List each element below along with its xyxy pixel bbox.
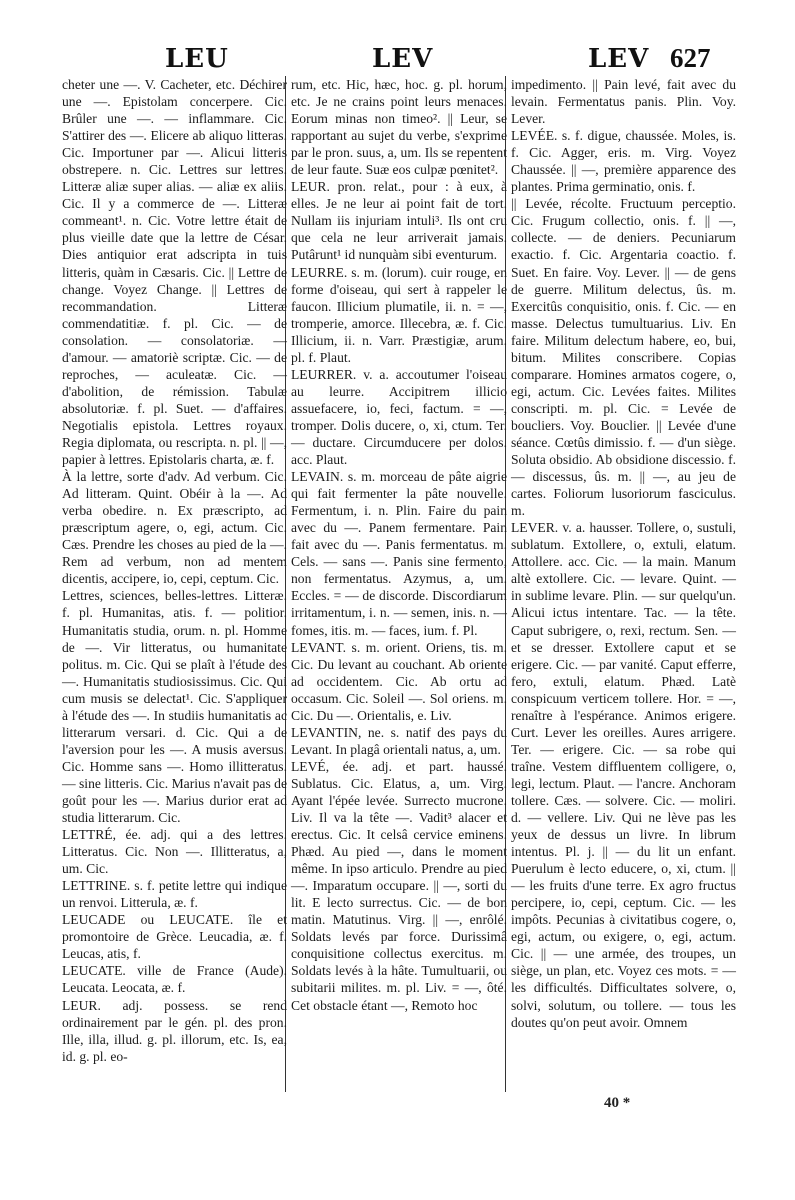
page-number: 627 — [670, 43, 711, 73]
dictionary-entry: LEURRE. s. m. (lorum). cuir rouge, en forme d'oiseau, qui sert à rappeler le faucon. Illicium plumatile, ii. n. = —, tromperie, amorce. Illecebra, æ. f. Cic. Illicium, ii. n. Varr. Præstigiæ, arum. pl. f. Plaut. — [291, 264, 507, 365]
dictionary-entry: impedimento. || Pain levé, fait avec du levain. Fermentatus panis. Plin. Voy. Lever. — [511, 77, 736, 127]
dictionary-entry: LEUCADE ou LEUCATE. île et promontoire de Grèce. Leucadia, æ. f. Leucas, atis, f. — [62, 912, 287, 962]
dictionary-entry: cheter une —. V. Cacheter, etc. Déchirer une —. Epistolam concerpere. Cic. Brûler une —. — inflammare. Cic. S'attirer des —. Elicere ab aliquo litteras. Cic. Importuner par —. Alicui litteris obstrepere. n. Cic. Lettres sur lettres. Litteræ aliæ super alias. — aliæ ex aliis. Cic. Il y a commerce de —. Litteræ commeant¹. n. Cic. Votre lettre était de plus vieille date que la lettre de César. Dies antiquior erat adscripta in tuis litteris, quàm in Cæsaris. Cic. || Lettre de change. Voyez Change. || Lettres de recommandation. Litteræ commendatitiæ. f. pl. Cic. — de consolation. — consolatoriæ. — d'amour. — amatoriè scriptæ. Cic. — de reproches, — aculeatæ. Cic. — d'abolition, de rémission. Tabulæ absolutoriæ. f. pl. Suet. — d'affaires. Negotialis epistola. Lettres royaux. Regia diplomata, ou rescripta. n. pl. || —, papier à lettres. Epistolaris charta, æ. f. — [62, 77, 287, 468]
column-1 — [62, 76, 287, 1065]
dictionary-entry: LETTRÉ, ée. adj. qui a des lettres. Litteratus. Cic. Non —. Illitteratus, a, um. Cic. — [62, 827, 287, 877]
dictionary-entry: LEVANT. s. m. orient. Oriens, tis. m. Cic. Du levant au couchant. Ab oriente ad occidentem. Cic. Ab ortu ad occasum. Cic. Soleil —. Sol oriens. m. Cic. Du —. Orientalis, e. Liv. — [291, 639, 507, 723]
column-2 — [291, 76, 507, 1014]
dictionary-entry: À la lettre, sorte d'adv. Ad verbum. Cic. Ad litteram. Quint. Obéir à la —. Ad verba obedire. n. Ex præscripto, ad præscriptum agere, o, egi, actum. Cic. Cæs. Prendre les choses au pied de la —. Rem ad verbum, non ad mentem dicentis, accipere, io, cepi, ceptum. Cic. — [62, 469, 287, 587]
dictionary-entry: LEUR. pron. relat., pour : à eux, à elles. Je ne leur ai point fait de tort. Nullam iis injuriam intuli³. Ils ont cru que cela ne leur arriverait jamais. Putârunt¹ id nunquàm sibi eventurum. — [291, 179, 507, 263]
dictionary-entry: || Levée, récolte. Fructuum perceptio. Cic. Frugum collectio, onis. f. || —, collecte. — de deniers. Pecuniarum exactio. f. Cic. Argentaria coactio. f. Suet. En faire. Voy. Lever. || — de gens de guerre. Militum delectus, ûs. m. Exercitûs conquisitio, onis. f. Cic. — en masse. Delectus tumultuarius. Liv. En faire. Militum delectum habere, eo, bui, bitum. Milites conscribere. Copias comparare. Homines armatos cogere, o, egi, actum. Cic. Levées faites. Milites conscripti. m. pl. Cic. = Levée de boucliers. Voy. Bouclier. || Levée d'une séance. Cœtûs dimissio. f. — d'un siège. Soluta obsidio. Ab obsidione discessio. f. — discessus, ûs. m. || —, au jeu de cartes. Foliorum lusoriorum fasciculus. m. — [511, 196, 736, 519]
column-3 — [511, 76, 736, 1031]
dictionary-entry: LEUCATE. ville de France (Aude). Leucata. Leocata, æ. f. — [62, 963, 287, 996]
dictionary-entry: rum, etc. Hic, hæc, hoc. g. pl. horum, etc. Je ne crains point leurs menaces. Eorum minas non timeo². || Leur, se rapportant au sujet du verbe, s'exprime par le pron. suus, a, um. Ils se repentent de leur faute. Suæ eos culpæ pœnitet². — [291, 77, 507, 178]
dictionary-entry: LETTRINE. s. f. petite lettre qui indique un renvoi. Litterula, æ. f. — [62, 878, 287, 911]
dictionary-entry: LEVER. v. a. hausser. Tollere, o, sustuli, sublatum. Extollere, o, extuli, elatum. Attollere. acc. Cic. — la main. Manum altè extollere. Cic. — levare. Quint. — in sublime levare. Plin. — sur quelqu'un. Alicui ictus intentare. Tac. — la tête. Caput subrigere, o, rexi, rectum. Sen. — et se dresser. Extollere caput et se erigere. Cic. — par vanité. Caput efferre, fero, extuli, elatum. Phæd. Latè conspicuum verticem tollere. Hor. = —, renaître à l'espérance. Animos erigere. Curt. Lever les oreilles. Aures arrigere. Ter. — erigere. Cic. — sa robe qui traîne. Vestem diffluentem colligere, o, legi, lectum. Plaut. — l'ancre. Anchoram tollere. Cæs. — solvere. Cic. — moliri. d. — vellere. Liv. Qui ne lève pas les yeux de dessus un livre. In librum intentus. Pl. j. || — du lit un enfant. Puerulum è lecto educere, o, xi, ctum. || — les fruits d'une terre. Ex agro fructus percipere, io, cepi, ceptum. Cic. — les impôts. Pecunias à civitatibus cogere, o, egi, actum, ou exigere, o, egi, actum. Cic. || — une armée, des troupes, un siège, un plan, etc. Voyez ces mots. = — les difficultés. Difficultates solvere, o, solvi, solutum, ou tollere. — tous les doutes qu'on peut avoir. Omnem — [511, 520, 736, 1030]
header-right-guideword: LEV — [588, 44, 650, 74]
dictionary-entry: LEURRER. v. a. accoutumer l'oiseau au leurre. Accipitrem illicio assuefacere, io, feci, factum. = —, tromper. Dolis ducere, o, xi, ctum. Ter. — ductare. Circumducere per dolos. acc. Plaut. — [291, 366, 507, 468]
signature-mark: 40 * — [604, 1095, 631, 1111]
dictionary-entry: Lettres, sciences, belles-lettres. Litteræ. f. pl. Humanitas, atis. f. — politior. Humanitatis studia, orum. n. pl. Homme de —. Vir litteratus, ou humanitate politus. m. Cic. Qui se plaît à l'étude des —. Humanitatis studiosissimus. Cic. Qui cum musis se delectat¹. Cic. S'appliquer à l'étude des —. In studiis humanitatis ac litterarum versari. d. Cic. Qui a de l'aversion pour les —. A musis aversus. Cic. Homme sans —. Homo illitteratus. — sine litteris. Cic. Marius n'avait pas de goût pour les —. Marius durior erat ad studia litterarum. Cic. — [62, 588, 287, 826]
header-left-guideword: LEU — [165, 44, 229, 74]
header-center-guideword: LEV — [372, 44, 434, 74]
running-head — [0, 34, 795, 80]
dictionary-entry: LEVÉ, ée. adj. et part. haussé. Sublatus. Cic. Elatus, a, um. Virg. Ayant l'épée levée. Surrecto mucrone. Liv. Il va la tête —. Vadit³ alacer et erectus. Cic. It celsâ cervice eminens. Phæd. Au pied —, dans le moment même. In ipso articulo. Prendre au pied —. Imparatum occupare. || —, sorti du lit. E lecto surrectus. Cic. — de bon matin. Matutinus. Virg. || —, enrôlé. Soldats levés par force. Durissimâ conquisitione collectus exercitus. m. Soldats levés à la hâte. Tumultuarii, ou subitarii milites. m. pl. Liv. = —, ôté. Cet obstacle étant —, Remoto hoc — [291, 758, 507, 1013]
dictionary-entry: LEVÉE. s. f. digue, chaussée. Moles, is. f. Cic. Agger, eris. m. Virg. Voyez Chaussée. || —, première apparence des plantes. Prima germinatio, onis. f. — [511, 128, 736, 195]
dictionary-entry: LEUR. adj. possess. se rend ordinairement par le gén. pl. des pron. Ille, illa, illud. g. pl. illorum, etc. Is, ea, id. g. pl. eo- — [62, 997, 287, 1064]
dictionary-entry: LEVAIN. s. m. morceau de pâte aigrie qui fait fermenter la pâte nouvelle. Fermentum, i. n. Plin. Faire du pain avec du —. Panem fermentare. Pain fait avec du —. Panis fermentatus. m. Cels. — sans —. Panis sine fermento, non fermentatus. Azymus, a, um. Eccles. = — de discorde. Discordiarum irritamentum, i. n. — semen, inis. n. — fomes, itis. m. — faces, ium. f. Pl. — [291, 469, 507, 638]
dictionary-entry: LEVANTIN, ne. s. natif des pays du Levant. In plagâ orientali natus, a, um. — [291, 724, 507, 757]
